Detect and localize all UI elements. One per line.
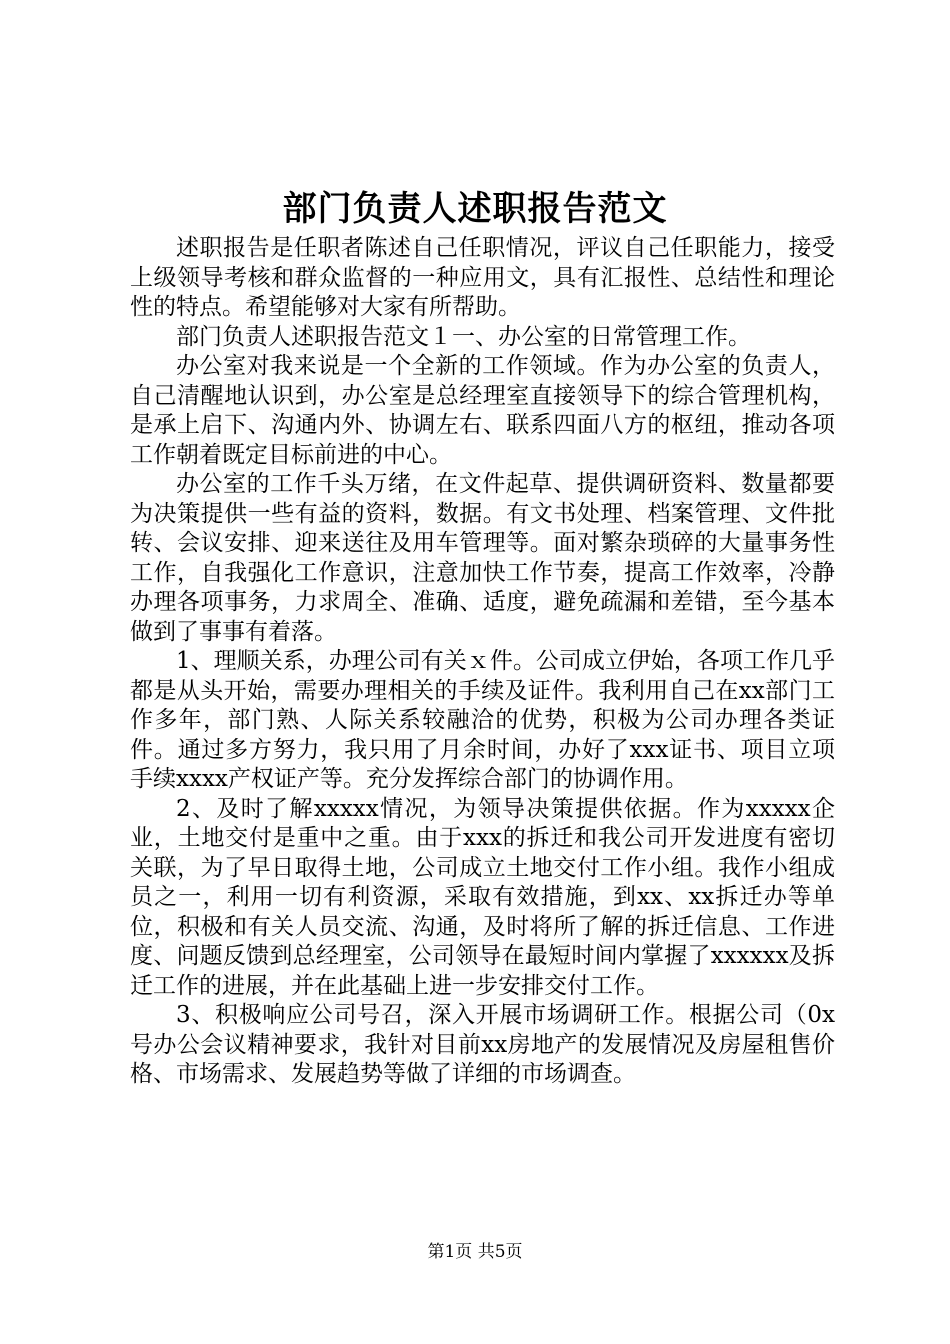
page-footer: 第1页 共5页 <box>427 1242 523 1262</box>
paragraph-item-1: 1、理顺关系，办理公司有关ｘ件。公司成立伊始，各项工作几乎都是从头开始，需要办理相关的手续及证件。我利用自己在xx部门工作多年，部门熟、人际关系较融洽的优势，积极为公司办理各类证件。通过多方努力，我只用了月余时间，办好了xxx证书、项目立项手续xxxx产权证产等。充分发挥综合部门的协调作用。 <box>130 648 835 792</box>
paragraph-office-role: 办公室对我来说是一个全新的工作领域。作为办公室的负责人，自己清醒地认识到，办公室是总经理室直接领导下的综合管理机构，是承上启下、沟通内外、协调左右、联系四面八方的枢纽，推动各项工作朝着既定目标前进的中心。 <box>130 353 835 468</box>
paragraph-item-3: 3、积极响应公司号召，深入开展市场调研工作。根据公司（0x号办公会议精神要求，我针对目前xx房地产的发展情况及房屋租售价格、市场需求、发展趋势等做了详细的市场调查。 <box>130 1002 835 1087</box>
document-title: 部门负责人述职报告范文 <box>282 189 668 229</box>
document-body <box>130 234 835 1090</box>
paragraph-intro: 述职报告是任职者陈述自己任职情况，评议自己任职能力，接受上级领导考核和群众监督的一种应用文，具有汇报性、总结性和理论性的特点。希望能够对大家有所帮助。 <box>130 235 835 320</box>
paragraph-office-work: 办公室的工作千头万绪，在文件起草、提供调研资料、数量都要为决策提供一些有益的资料，数据。有文书处理、档案管理、文件批转、会议安排、迎来送往及用车管理等。面对繁杂琐碎的大量事务性工作，自我强化工作意识，注意加快工作节奏，提高工作效率，冷静办理各项事务，力求周全、准确、适度，避免疏漏和差错，至今基本做到了事事有着落。 <box>130 471 835 645</box>
paragraph-item-2: 2、及时了解xxxxx情况，为领导决策提供依据。作为xxxxx企业，土地交付是重中之重。由于xxx的拆迁和我公司开发进度有密切关联，为了早日取得土地，公司成立土地交付工作小组。我作小组成员之一，利用一切有利资源，采取有效措施，到xx、xx拆迁办等单位，积极和有关人员交流、沟通，及时将所了解的拆迁信息、工作进度、问题反馈到总经理室，公司领导在最短时间内掌握了xxxxxx及拆迁工作的进展，并在此基础上进一步安排交付工作。 <box>130 795 835 999</box>
paragraph-section-heading: 部门负责人述职报告范文１一、办公室的日常管理工作。 <box>176 323 751 350</box>
